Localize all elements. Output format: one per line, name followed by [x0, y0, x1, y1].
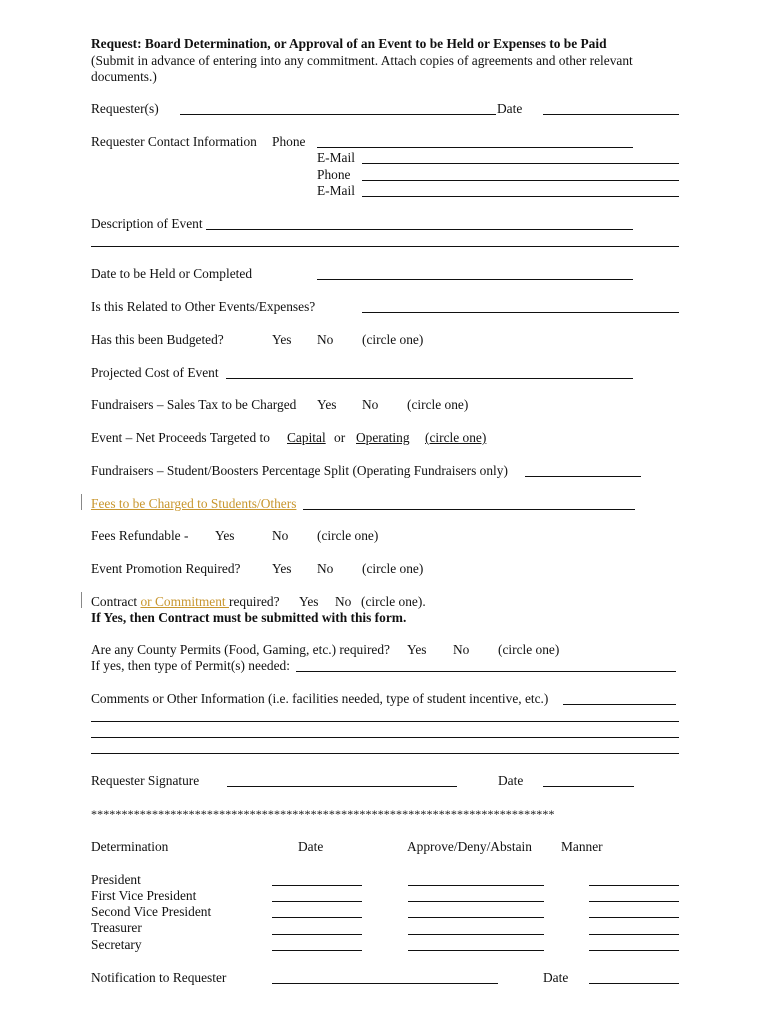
requester-label: Requester(s) [91, 101, 159, 116]
secretary-date-field[interactable] [272, 950, 362, 951]
comments-field-line4[interactable] [91, 753, 679, 754]
contact-email2-field[interactable] [362, 196, 679, 197]
fees-refundable-no-option[interactable]: No [272, 528, 289, 543]
comments-field-line2[interactable] [91, 721, 679, 722]
sales-tax-label: Fundraisers – Sales Tax to be Charged [91, 397, 297, 412]
contact-label: Requester Contact Information [91, 134, 257, 149]
contact-phone2-label: Phone [317, 167, 351, 182]
related-label: Is this Related to Other Events/Expenses? [91, 299, 316, 314]
signature-date-field[interactable] [543, 786, 634, 787]
fees-field[interactable] [303, 509, 635, 510]
comments-label: Comments or Other Information (i.e. facilities needed, type of student incentive, etc.) [91, 691, 549, 706]
treasurer-vote-field[interactable] [408, 934, 544, 935]
promotion-yes-option[interactable]: Yes [272, 561, 292, 576]
contact-email-label: E-Mail [317, 150, 355, 165]
officer-second-vice-president: Second Vice President [91, 904, 212, 919]
first-vp-vote-field[interactable] [408, 901, 544, 902]
permits-yes-option[interactable]: Yes [407, 642, 427, 657]
comments-field-line3[interactable] [91, 737, 679, 738]
permits-no-option[interactable]: No [453, 642, 470, 657]
permits-type-field[interactable] [296, 671, 676, 672]
notification-date-label: Date [543, 970, 569, 985]
description-field-line2[interactable] [91, 246, 679, 247]
officer-secretary: Secretary [91, 937, 142, 952]
change-bar [81, 592, 82, 608]
fees-refundable-yes-option[interactable]: Yes [215, 528, 235, 543]
split-label: Fundraisers – Student/Boosters Percentage Split (Operating Fundraisers only) [91, 463, 508, 478]
promotion-circle-note: (circle one) [362, 561, 424, 576]
permits-circle-note: (circle one) [498, 642, 560, 657]
form-title: Request: Board Determination, or Approval of an Event to be Held or Expenses to be Paid [91, 36, 607, 51]
signature-field[interactable] [227, 786, 457, 787]
form-note-line2: documents.) [91, 69, 157, 84]
sales-tax-no-option[interactable]: No [362, 397, 379, 412]
comments-field-line1[interactable] [563, 704, 676, 705]
contact-phone-label: Phone [272, 134, 306, 149]
net-proceeds-or: or [334, 430, 346, 445]
requester-date-field[interactable] [543, 114, 679, 115]
net-proceeds-label: Event – Net Proceeds Targeted to [91, 430, 270, 445]
permits-label: Are any County Permits (Food, Gaming, etc.) required? [91, 642, 390, 657]
contract-no-option[interactable]: No [335, 594, 352, 609]
president-date-field[interactable] [272, 885, 362, 886]
contract-label-post: required? [229, 594, 280, 609]
treasurer-date-field[interactable] [272, 934, 362, 935]
sales-tax-circle-note: (circle one) [407, 397, 469, 412]
contact-phone2-field[interactable] [362, 180, 679, 181]
budgeted-no-option[interactable]: No [317, 332, 334, 347]
fees-label: Fees to be Charged to Students/Others [91, 496, 297, 511]
net-proceeds-capital-option[interactable]: Capital [287, 430, 326, 445]
contact-phone-field[interactable] [317, 147, 633, 148]
contract-circle-note: (circle one). [361, 594, 426, 609]
secretary-vote-field[interactable] [408, 950, 544, 951]
treasurer-manner-field[interactable] [589, 934, 679, 935]
permits-type-label: If yes, then type of Permit(s) needed: [91, 658, 290, 673]
requester-date-label: Date [497, 101, 523, 116]
budgeted-circle-note: (circle one) [362, 332, 424, 347]
president-manner-field[interactable] [589, 885, 679, 886]
officer-president: President [91, 872, 141, 887]
related-field[interactable] [362, 312, 679, 313]
contract-label-changed: or Commitment [140, 594, 229, 609]
form-note-line1: (Submit in advance of entering into any commitment. Attach copies of agreements and other relevant [91, 53, 633, 68]
signature-label: Requester Signature [91, 773, 200, 788]
date-held-label: Date to be Held or Completed [91, 266, 253, 281]
officer-first-vice-president: First Vice President [91, 888, 197, 903]
budgeted-label: Has this been Budgeted? [91, 332, 224, 347]
fees-refundable-circle-note: (circle one) [317, 528, 379, 543]
notification-field[interactable] [272, 983, 498, 984]
determination-manner-header: Manner [561, 839, 603, 854]
first-vp-manner-field[interactable] [589, 901, 679, 902]
promotion-label: Event Promotion Required? [91, 561, 241, 576]
second-vp-date-field[interactable] [272, 917, 362, 918]
projected-cost-label: Projected Cost of Event [91, 365, 219, 380]
contact-email2-label: E-Mail [317, 183, 355, 198]
notification-label: Notification to Requester [91, 970, 227, 985]
officer-treasurer: Treasurer [91, 920, 142, 935]
secretary-manner-field[interactable] [589, 950, 679, 951]
budgeted-yes-option[interactable]: Yes [272, 332, 292, 347]
determination-approve-header: Approve/Deny/Abstain [407, 839, 532, 854]
net-proceeds-circle-note: (circle one) [425, 430, 487, 445]
requester-field[interactable] [180, 114, 496, 115]
contract-warning: If Yes, then Contract must be submitted with this form. [91, 610, 407, 625]
contract-line [91, 594, 280, 611]
contract-yes-option[interactable]: Yes [299, 594, 319, 609]
determination-header: Determination [91, 839, 169, 854]
promotion-no-option[interactable]: No [317, 561, 334, 576]
contact-email-field[interactable] [362, 163, 679, 164]
determination-date-header: Date [298, 839, 324, 854]
notification-date-field[interactable] [589, 983, 679, 984]
first-vp-date-field[interactable] [272, 901, 362, 902]
president-vote-field[interactable] [408, 885, 544, 886]
sales-tax-yes-option[interactable]: Yes [317, 397, 337, 412]
change-bar [81, 494, 82, 510]
description-label: Description of Event [91, 216, 203, 231]
description-field-line1[interactable] [206, 229, 633, 230]
second-vp-vote-field[interactable] [408, 917, 544, 918]
split-field[interactable] [525, 476, 641, 477]
fees-refundable-label: Fees Refundable - [91, 528, 189, 543]
contract-label-pre: Contract [91, 594, 141, 609]
projected-cost-field[interactable] [226, 378, 633, 379]
section-separator: **************************************************************************** [91, 807, 555, 821]
net-proceeds-operating-option[interactable]: Operating [356, 430, 410, 445]
second-vp-manner-field[interactable] [589, 917, 679, 918]
date-held-field[interactable] [317, 279, 633, 280]
signature-date-label: Date [498, 773, 524, 788]
